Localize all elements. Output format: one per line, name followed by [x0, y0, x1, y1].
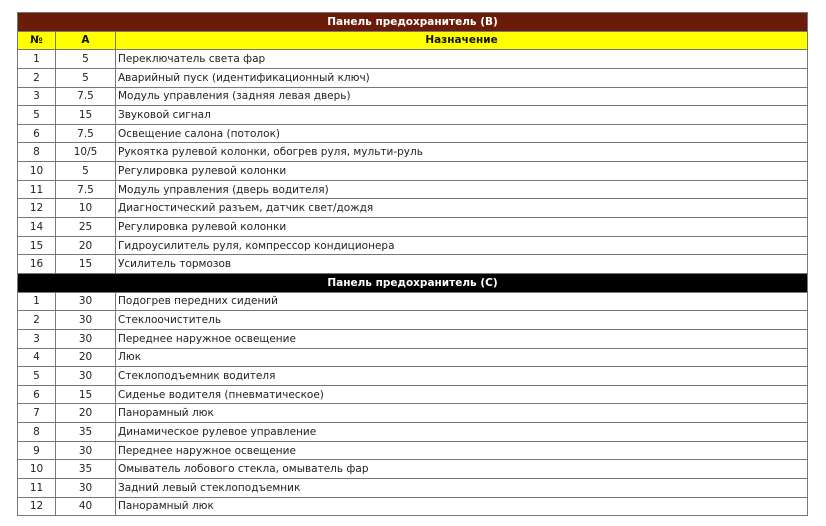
table-row: [18, 441, 808, 460]
purpose-cell: Омыватель лобового стекла, омыватель фар: [116, 460, 808, 479]
fuse-number-cell: 15: [18, 236, 56, 255]
purpose-cell: Переднее наружное освещение: [116, 329, 808, 348]
table-row: [18, 218, 808, 237]
amperage-cell: 30: [56, 367, 116, 386]
table-row: [18, 292, 808, 311]
fuse-number-cell: 12: [18, 497, 56, 516]
fuse-number-cell: 3: [18, 329, 56, 348]
amperage-cell: 15: [56, 106, 116, 125]
purpose-cell: Стеклоочиститель: [116, 311, 808, 330]
amperage-cell: 7.5: [56, 180, 116, 199]
section-c-title: Панель предохранитель (С): [18, 273, 808, 292]
purpose-cell: Рукоятка рулевой колонки, обогрев руля, мульти-руль: [116, 143, 808, 162]
amperage-cell: 30: [56, 311, 116, 330]
fuse-number-cell: 6: [18, 124, 56, 143]
purpose-cell: Звуковой сигнал: [116, 106, 808, 125]
table-row: [18, 423, 808, 442]
table-row: [18, 348, 808, 367]
purpose-cell: Регулировка рулевой колонки: [116, 218, 808, 237]
fuse-number-cell: 2: [18, 311, 56, 330]
table-row: [18, 124, 808, 143]
amperage-cell: 10/5: [56, 143, 116, 162]
table-row: [18, 180, 808, 199]
fuse-number-cell: 8: [18, 423, 56, 442]
table-row: [18, 404, 808, 423]
fuse-number-cell: 7: [18, 404, 56, 423]
fuse-number-cell: 6: [18, 385, 56, 404]
table-row: [18, 106, 808, 125]
table-row: [18, 311, 808, 330]
purpose-cell: Переключатель света фар: [116, 50, 808, 69]
purpose-cell: Регулировка рулевой колонки: [116, 162, 808, 181]
section-b-title: Панель предохранитель (В): [18, 13, 808, 32]
amperage-cell: 30: [56, 329, 116, 348]
fuse-number-cell: 5: [18, 367, 56, 386]
amperage-cell: 7.5: [56, 87, 116, 106]
table-row: [18, 367, 808, 386]
amperage-cell: 20: [56, 404, 116, 423]
purpose-cell: Аварийный пуск (идентификационный ключ): [116, 68, 808, 87]
fuse-number-cell: 9: [18, 441, 56, 460]
fuse-number-cell: 5: [18, 106, 56, 125]
amperage-cell: 5: [56, 162, 116, 181]
purpose-cell: Динамическое рулевое управление: [116, 423, 808, 442]
fuse-number-cell: 10: [18, 162, 56, 181]
purpose-cell: Диагностический разъем, датчик свет/дождя: [116, 199, 808, 218]
amperage-cell: 30: [56, 479, 116, 498]
table-row: [18, 497, 808, 516]
column-header-number: №: [18, 31, 56, 50]
amperage-cell: 40: [56, 497, 116, 516]
purpose-cell: Задний левый стеклоподъемник: [116, 479, 808, 498]
fuse-number-cell: 14: [18, 218, 56, 237]
fuse-number-cell: 11: [18, 479, 56, 498]
fuse-number-cell: 1: [18, 50, 56, 69]
fuse-number-cell: 3: [18, 87, 56, 106]
table-row: [18, 199, 808, 218]
fuse-table-body: [18, 13, 808, 516]
table-row: [18, 329, 808, 348]
table-row: [18, 162, 808, 181]
purpose-cell: Усилитель тормозов: [116, 255, 808, 274]
table-row: [18, 460, 808, 479]
purpose-cell: Освещение салона (потолок): [116, 124, 808, 143]
table-row: [18, 143, 808, 162]
fuse-table: [17, 12, 808, 516]
purpose-cell: Модуль управления (задняя левая дверь): [116, 87, 808, 106]
amperage-cell: 35: [56, 460, 116, 479]
purpose-cell: Сиденье водителя (пневматическое): [116, 385, 808, 404]
amperage-cell: 30: [56, 292, 116, 311]
fuse-number-cell: 4: [18, 348, 56, 367]
amperage-cell: 20: [56, 236, 116, 255]
table-row: [18, 236, 808, 255]
table-row: [18, 255, 808, 274]
purpose-cell: Подогрев передних сидений: [116, 292, 808, 311]
column-header-purpose: Назначение: [116, 31, 808, 50]
table-row: [18, 385, 808, 404]
amperage-cell: 30: [56, 441, 116, 460]
column-header-row: [18, 31, 808, 50]
fuse-number-cell: 10: [18, 460, 56, 479]
table-row: [18, 68, 808, 87]
purpose-cell: Стеклоподъемник водителя: [116, 367, 808, 386]
fuse-number-cell: 11: [18, 180, 56, 199]
fuse-number-cell: 12: [18, 199, 56, 218]
amperage-cell: 25: [56, 218, 116, 237]
fuse-number-cell: 1: [18, 292, 56, 311]
purpose-cell: Панорамный люк: [116, 497, 808, 516]
purpose-cell: Переднее наружное освещение: [116, 441, 808, 460]
amperage-cell: 5: [56, 50, 116, 69]
purpose-cell: Люк: [116, 348, 808, 367]
amperage-cell: 10: [56, 199, 116, 218]
section-b-title-row: [18, 13, 808, 32]
amperage-cell: 35: [56, 423, 116, 442]
purpose-cell: Панорамный люк: [116, 404, 808, 423]
table-row: [18, 50, 808, 69]
fuse-number-cell: 2: [18, 68, 56, 87]
column-header-amperage: А: [56, 31, 116, 50]
table-row: [18, 87, 808, 106]
fuse-number-cell: 8: [18, 143, 56, 162]
amperage-cell: 15: [56, 385, 116, 404]
purpose-cell: Модуль управления (дверь водителя): [116, 180, 808, 199]
section-c-title-row: [18, 273, 808, 292]
amperage-cell: 15: [56, 255, 116, 274]
amperage-cell: 7.5: [56, 124, 116, 143]
table-row: [18, 479, 808, 498]
purpose-cell: Гидроусилитель руля, компрессор кондиционера: [116, 236, 808, 255]
amperage-cell: 5: [56, 68, 116, 87]
amperage-cell: 20: [56, 348, 116, 367]
fuse-number-cell: 16: [18, 255, 56, 274]
